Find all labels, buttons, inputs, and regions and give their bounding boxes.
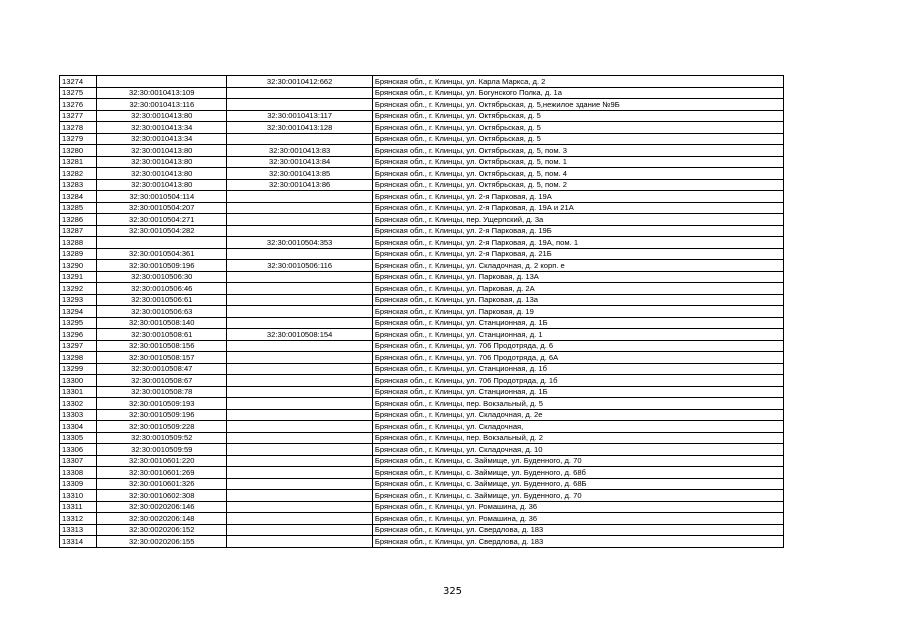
row-number-cell: 13282 — [60, 168, 97, 180]
address-cell: Брянская обл., г. Клинцы, ул. Ромашина, д. 36 — [372, 501, 783, 513]
linked-cadastral-number-cell — [227, 455, 372, 467]
table-row — [60, 237, 784, 249]
page-number: 325 — [442, 586, 463, 597]
row-number-cell: 13293 — [60, 294, 97, 306]
address-cell: Брянская обл., г. Клинцы, ул. Свердлова, д. 183 — [372, 536, 783, 548]
address-cell: Брянская обл., г. Клинцы, ул. 2-я Парковая, д. 19А и 21А — [372, 202, 783, 214]
linked-cadastral-number-cell — [227, 444, 372, 456]
linked-cadastral-number-cell — [227, 294, 372, 306]
row-number-cell: 13303 — [60, 409, 97, 421]
address-cell: Брянская обл., г. Клинцы, ул. Октябрьская, д. 5, пом. 1 — [372, 156, 783, 168]
cadastral-number-cell: 32:30:0010601:269 — [97, 467, 227, 479]
linked-cadastral-number-cell: 32:30:0010413:84 — [227, 156, 372, 168]
address-cell: Брянская обл., г. Клинцы, ул. Ромашина, д. 36 — [372, 513, 783, 525]
linked-cadastral-number-cell: 32:30:0010413:128 — [227, 122, 372, 134]
table-body — [60, 76, 784, 548]
cadastral-number-cell: 32:30:0010509:193 — [97, 398, 227, 410]
cadastral-number-cell: 32:30:0010413:80 — [97, 110, 227, 122]
row-number-cell: 13294 — [60, 306, 97, 318]
table-row — [60, 524, 784, 536]
table-row — [60, 145, 784, 157]
row-number-cell: 13295 — [60, 317, 97, 329]
row-number-cell: 13311 — [60, 501, 97, 513]
linked-cadastral-number-cell — [227, 271, 372, 283]
address-cell: Брянская обл., г. Клинцы, ул. Парковая, д. 2А — [372, 283, 783, 295]
table-row — [60, 478, 784, 490]
linked-cadastral-number-cell — [227, 478, 372, 490]
cadastral-number-cell: 32:30:0010602:308 — [97, 490, 227, 502]
address-cell: Брянская обл., г. Клинцы, ул. Складочная, д. 2 корп. е — [372, 260, 783, 272]
cadastral-number-cell: 32:30:0010413:80 — [97, 168, 227, 180]
table-row — [60, 99, 784, 111]
cadastral-number-cell: 32:30:0010506:30 — [97, 271, 227, 283]
cadastral-table — [59, 75, 784, 548]
row-number-cell: 13277 — [60, 110, 97, 122]
row-number-cell: 13302 — [60, 398, 97, 410]
table-row — [60, 156, 784, 168]
table-row — [60, 352, 784, 364]
row-number-cell: 13314 — [60, 536, 97, 548]
linked-cadastral-number-cell — [227, 248, 372, 260]
address-cell: Брянская обл., г. Клинцы, ул. Октябрьская, д. 5 — [372, 122, 783, 134]
cadastral-number-cell: 32:30:0010506:63 — [97, 306, 227, 318]
table-row — [60, 202, 784, 214]
row-number-cell: 13313 — [60, 524, 97, 536]
table-row — [60, 133, 784, 145]
row-number-cell: 13310 — [60, 490, 97, 502]
linked-cadastral-number-cell — [227, 340, 372, 352]
address-cell: Брянская обл., г. Клинцы, пер. Вокзальный, д. 5 — [372, 398, 783, 410]
row-number-cell: 13307 — [60, 455, 97, 467]
cadastral-number-cell: 32:30:0010509:196 — [97, 409, 227, 421]
linked-cadastral-number-cell: 32:30:0010413:117 — [227, 110, 372, 122]
row-number-cell: 13305 — [60, 432, 97, 444]
address-cell: Брянская обл., г. Клинцы, ул. Станционная, д. 1б — [372, 363, 783, 375]
address-cell: Брянская обл., г. Клинцы, ул. Октябрьская, д. 5, пом. 3 — [372, 145, 783, 157]
table-row — [60, 306, 784, 318]
cadastral-number-cell: 32:30:0010413:34 — [97, 122, 227, 134]
address-cell: Брянская обл., г. Клинцы, ул. Октябрьская, д. 5,нежилое здание №9Б — [372, 99, 783, 111]
table-row — [60, 375, 784, 387]
table-row — [60, 421, 784, 433]
cadastral-number-cell: 32:30:0010508:140 — [97, 317, 227, 329]
cadastral-number-cell: 32:30:0010508:61 — [97, 329, 227, 341]
address-cell: Брянская обл., г. Клинцы, ул. Парковая, д. 13А — [372, 271, 783, 283]
cadastral-number-cell: 32:30:0010508:156 — [97, 340, 227, 352]
row-number-cell: 13285 — [60, 202, 97, 214]
table-row — [60, 76, 784, 88]
linked-cadastral-number-cell — [227, 409, 372, 421]
table-row — [60, 168, 784, 180]
cadastral-number-cell: 32:30:0010506:46 — [97, 283, 227, 295]
cadastral-number-cell: 32:30:0010413:80 — [97, 145, 227, 157]
table-row — [60, 340, 784, 352]
row-number-cell: 13290 — [60, 260, 97, 272]
table-row — [60, 444, 784, 456]
row-number-cell: 13298 — [60, 352, 97, 364]
address-cell: Брянская обл., г. Клинцы, ул. 2-я Парковая, д. 19А — [372, 191, 783, 203]
linked-cadastral-number-cell — [227, 386, 372, 398]
row-number-cell: 13278 — [60, 122, 97, 134]
cadastral-number-cell — [97, 76, 227, 88]
linked-cadastral-number-cell — [227, 214, 372, 226]
linked-cadastral-number-cell: 32:30:0010508:154 — [227, 329, 372, 341]
address-cell: Брянская обл., г. Клинцы, ул. Октябрьская, д. 5, пом. 4 — [372, 168, 783, 180]
table-row — [60, 179, 784, 191]
linked-cadastral-number-cell: 32:30:0010412:662 — [227, 76, 372, 88]
cadastral-number-cell: 32:30:0010504:114 — [97, 191, 227, 203]
row-number-cell: 13289 — [60, 248, 97, 260]
row-number-cell: 13284 — [60, 191, 97, 203]
linked-cadastral-number-cell — [227, 513, 372, 525]
cadastral-number-cell: 32:30:0010508:78 — [97, 386, 227, 398]
cadastral-number-cell: 32:30:0010509:52 — [97, 432, 227, 444]
address-cell: Брянская обл., г. Клинцы, ул. Октябрьская, д. 5, пом. 2 — [372, 179, 783, 191]
row-number-cell: 13301 — [60, 386, 97, 398]
document-page — [59, 75, 784, 548]
linked-cadastral-number-cell — [227, 306, 372, 318]
row-number-cell: 13275 — [60, 87, 97, 99]
linked-cadastral-number-cell — [227, 536, 372, 548]
linked-cadastral-number-cell: 32:30:0010506:116 — [227, 260, 372, 272]
row-number-cell: 13279 — [60, 133, 97, 145]
row-number-cell: 13286 — [60, 214, 97, 226]
table-row — [60, 490, 784, 502]
row-number-cell: 13274 — [60, 76, 97, 88]
linked-cadastral-number-cell: 32:30:0010413:86 — [227, 179, 372, 191]
table-row — [60, 271, 784, 283]
address-cell: Брянская обл., г. Клинцы, ул. Складочная, д. 10 — [372, 444, 783, 456]
table-row — [60, 248, 784, 260]
address-cell: Брянская обл., г. Клинцы, ул. Станционная, д. 1Б — [372, 386, 783, 398]
table-row — [60, 467, 784, 479]
address-cell: Брянская обл., г. Клинцы, ул. Октябрьская, д. 5 — [372, 133, 783, 145]
table-row — [60, 536, 784, 548]
linked-cadastral-number-cell — [227, 490, 372, 502]
address-cell: Брянская обл., г. Клинцы, ул. 706 Продотряда, д. 6 — [372, 340, 783, 352]
cadastral-number-cell — [97, 237, 227, 249]
address-cell: Брянская обл., г. Клинцы, пер. Вокзальный, д. 2 — [372, 432, 783, 444]
linked-cadastral-number-cell — [227, 352, 372, 364]
table-row — [60, 329, 784, 341]
linked-cadastral-number-cell — [227, 225, 372, 237]
linked-cadastral-number-cell — [227, 524, 372, 536]
address-cell: Брянская обл., г. Клинцы, ул. Октябрьская, д. 5 — [372, 110, 783, 122]
row-number-cell: 13309 — [60, 478, 97, 490]
row-number-cell: 13292 — [60, 283, 97, 295]
table-row — [60, 283, 784, 295]
cadastral-number-cell: 32:30:0010509:59 — [97, 444, 227, 456]
address-cell: Брянская обл., г. Клинцы, ул. Станционная, д. 1Б — [372, 317, 783, 329]
row-number-cell: 13308 — [60, 467, 97, 479]
row-number-cell: 13297 — [60, 340, 97, 352]
cadastral-number-cell: 32:30:0010413:34 — [97, 133, 227, 145]
cadastral-number-cell: 32:30:0010413:109 — [97, 87, 227, 99]
cadastral-number-cell: 32:30:0010508:157 — [97, 352, 227, 364]
linked-cadastral-number-cell — [227, 398, 372, 410]
address-cell: Брянская обл., г. Клинцы, ул. Станционная, д. 1 — [372, 329, 783, 341]
table-row — [60, 432, 784, 444]
linked-cadastral-number-cell — [227, 317, 372, 329]
cadastral-number-cell: 32:30:0010413:80 — [97, 179, 227, 191]
row-number-cell: 13299 — [60, 363, 97, 375]
row-number-cell: 13291 — [60, 271, 97, 283]
address-cell: Брянская обл., г. Клинцы, с. Займище, ул. Буденного, д. 70 — [372, 490, 783, 502]
table-row — [60, 214, 784, 226]
row-number-cell: 13296 — [60, 329, 97, 341]
cadastral-number-cell: 32:30:0010509:228 — [97, 421, 227, 433]
table-row — [60, 386, 784, 398]
cadastral-number-cell: 32:30:0010509:196 — [97, 260, 227, 272]
address-cell: Брянская обл., г. Клинцы, ул. Складочная, — [372, 421, 783, 433]
cadastral-number-cell: 32:30:0020206:155 — [97, 536, 227, 548]
cadastral-number-cell: 32:30:0010504:282 — [97, 225, 227, 237]
address-cell: Брянская обл., г. Клинцы, с. Займище, ул. Буденного, д. 68б — [372, 467, 783, 479]
table-row — [60, 294, 784, 306]
table-row — [60, 501, 784, 513]
linked-cadastral-number-cell — [227, 467, 372, 479]
row-number-cell: 13276 — [60, 99, 97, 111]
linked-cadastral-number-cell: 32:30:0010504:353 — [227, 237, 372, 249]
address-cell: Брянская обл., г. Клинцы, ул. Парковая, д. 13а — [372, 294, 783, 306]
address-cell: Брянская обл., г. Клинцы, с. Займище, ул. Буденного, д. 68Б — [372, 478, 783, 490]
row-number-cell: 13312 — [60, 513, 97, 525]
cadastral-number-cell: 32:30:0020206:148 — [97, 513, 227, 525]
row-number-cell: 13281 — [60, 156, 97, 168]
row-number-cell: 13287 — [60, 225, 97, 237]
linked-cadastral-number-cell — [227, 87, 372, 99]
linked-cadastral-number-cell — [227, 202, 372, 214]
cadastral-number-cell: 32:30:0010508:47 — [97, 363, 227, 375]
row-number-cell: 13304 — [60, 421, 97, 433]
linked-cadastral-number-cell — [227, 191, 372, 203]
address-cell: Брянская обл., г. Клинцы, ул. 2-я Парковая, д. 21Б — [372, 248, 783, 260]
table-row — [60, 398, 784, 410]
row-number-cell: 13280 — [60, 145, 97, 157]
cadastral-number-cell: 32:30:0010413:80 — [97, 156, 227, 168]
row-number-cell: 13288 — [60, 237, 97, 249]
address-cell: Брянская обл., г. Клинцы, ул. Свердлова, д. 183 — [372, 524, 783, 536]
cadastral-number-cell: 32:30:0010413:116 — [97, 99, 227, 111]
cadastral-number-cell: 32:30:0010504:361 — [97, 248, 227, 260]
table-row — [60, 363, 784, 375]
address-cell: Брянская обл., г. Клинцы, ул. 2-я Парковая, д. 19Б — [372, 225, 783, 237]
linked-cadastral-number-cell — [227, 99, 372, 111]
cadastral-number-cell: 32:30:0010508:67 — [97, 375, 227, 387]
table-row — [60, 409, 784, 421]
linked-cadastral-number-cell — [227, 501, 372, 513]
address-cell: Брянская обл., г. Клинцы, ул. 706 Продотряда, д. 1б — [372, 375, 783, 387]
linked-cadastral-number-cell — [227, 432, 372, 444]
address-cell: Брянская обл., г. Клинцы, ул. 706 Продотряда, д. 6А — [372, 352, 783, 364]
cadastral-number-cell: 32:30:0010601:220 — [97, 455, 227, 467]
cadastral-number-cell: 32:30:0010506:61 — [97, 294, 227, 306]
address-cell: Брянская обл., г. Клинцы, ул. Складочная, д. 2е — [372, 409, 783, 421]
row-number-cell: 13300 — [60, 375, 97, 387]
table-row — [60, 455, 784, 467]
linked-cadastral-number-cell: 32:30:0010413:85 — [227, 168, 372, 180]
table-row — [60, 260, 784, 272]
cadastral-number-cell: 32:30:0010504:271 — [97, 214, 227, 226]
linked-cadastral-number-cell — [227, 363, 372, 375]
address-cell: Брянская обл., г. Клинцы, пер. Ущерпский, д. 3а — [372, 214, 783, 226]
address-cell: Брянская обл., г. Клинцы, ул. Карла Маркса, д. 2 — [372, 76, 783, 88]
cadastral-number-cell: 32:30:0010504:207 — [97, 202, 227, 214]
cadastral-number-cell: 32:30:0020206:152 — [97, 524, 227, 536]
table-row — [60, 317, 784, 329]
linked-cadastral-number-cell: 32:30:0010413:83 — [227, 145, 372, 157]
linked-cadastral-number-cell — [227, 133, 372, 145]
address-cell: Брянская обл., г. Клинцы, ул. 2-я Парковая, д. 19А, пом. 1 — [372, 237, 783, 249]
address-cell: Брянская обл., г. Клинцы, ул. Парковая, д. 19 — [372, 306, 783, 318]
address-cell: Брянская обл., г. Клинцы, с. Займище, ул. Буденного, д. 70 — [372, 455, 783, 467]
table-row — [60, 122, 784, 134]
row-number-cell: 13283 — [60, 179, 97, 191]
address-cell: Брянская обл., г. Клинцы, ул. Богунского Полка, д. 1а — [372, 87, 783, 99]
cadastral-number-cell: 32:30:0020206:146 — [97, 501, 227, 513]
table-row — [60, 225, 784, 237]
table-row — [60, 87, 784, 99]
linked-cadastral-number-cell — [227, 283, 372, 295]
cadastral-number-cell: 32:30:0010601:326 — [97, 478, 227, 490]
table-row — [60, 110, 784, 122]
table-row — [60, 513, 784, 525]
linked-cadastral-number-cell — [227, 375, 372, 387]
linked-cadastral-number-cell — [227, 421, 372, 433]
table-row — [60, 191, 784, 203]
row-number-cell: 13306 — [60, 444, 97, 456]
